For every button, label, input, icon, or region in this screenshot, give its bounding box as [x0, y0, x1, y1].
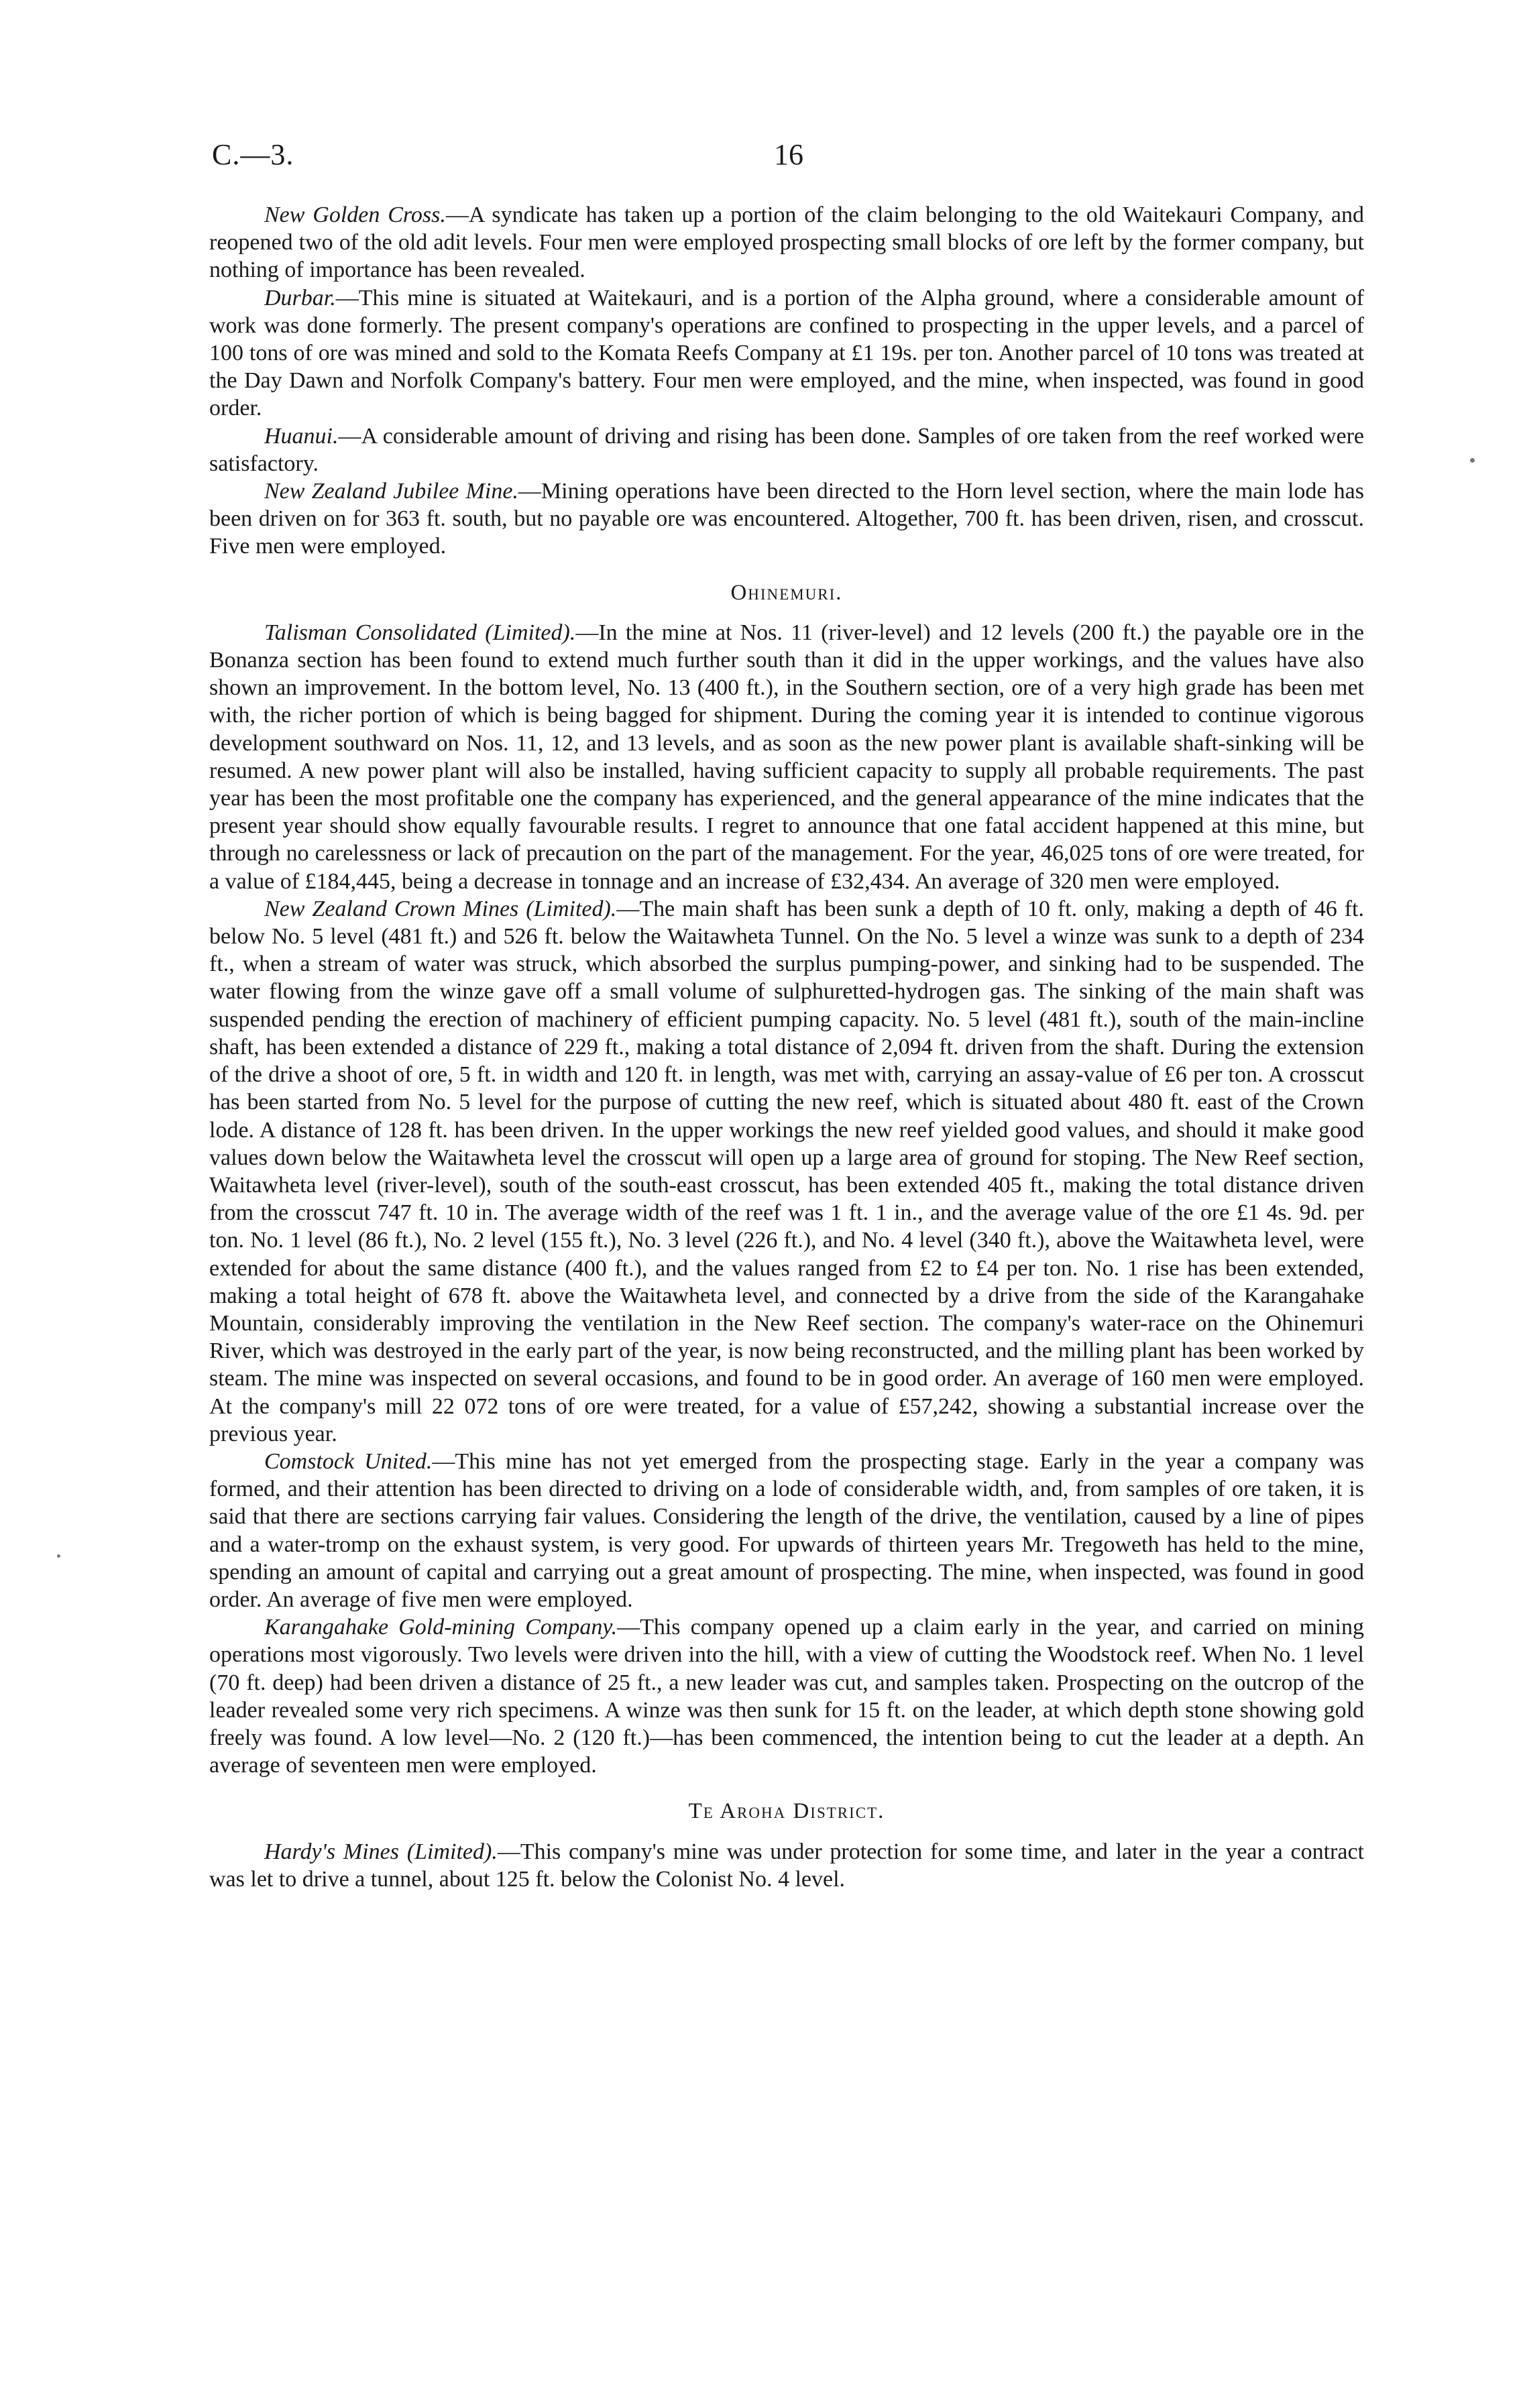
section-heading-te-aroha: Te Aroha District.: [688, 1799, 885, 1824]
paragraph-title: Hardy's Mines (Limited).: [264, 1839, 498, 1864]
paragraph-title: Durbar.: [264, 285, 336, 310]
running-header: [212, 137, 1359, 178]
paragraph-huanui: [209, 422, 1364, 477]
paragraph-crown-mines: [209, 895, 1364, 1448]
paragraph-text: —The main shaft has been sunk a depth of 10 ft. only, making a depth of 46 ft. below No. 5 level (481 ft.) and 526 ft. below the Waitawheta Tunnel. On the No. 5 level a winze was sunk to a depth of 234 ft., when a stream of water was struck, which absorbed the surplus pumping-power, and sinking had to be suspended. The water flowing from the winze gave off a small volume of sulphuretted-hydrogen gas. The sinking of the main shaft was suspended pending the erection of machinery of efficient pumping capacity. No. 5 level (481 ft.), south of the main-incline shaft, has been extended a distance of 229 ft., making a total distance of 2,094 ft. driven from the shaft. During the extension of the drive a shoot of ore, 5 ft. in width and 120 ft. in length, was met with, carrying an assay-value of £6 per ton. A crosscut has been started from No. 5 level for the purpose of cutting the new reef, which is situated about 480 ft. east of the Crown lode. A distance of 128 ft. has been driven. In the upper workings the new reef yielded good values, and should it make good values down below the Waitawheta level the crosscut will open up a large area of ground for stoping. The New Reef section, Waitawheta level (river-level), south of the south-east crosscut, has been extended 405 ft., making the total distance driven from the crosscut 747 ft. 10 in. The average width of the reef was 1 ft. 1 in., and the average value of the ore £1 4s. 9d. per ton. No. 1 level (86 ft.), No. 2 level (155 ft.), No. 3 level (226 ft.), and No. 4 level (340 ft.), above the Waitawheta level, were extended for about the same distance (400 ft.), and the values ranged from £2 to £4 per ton. No. 1 rise has been extended, making a total height of 678 ft. above the Waitawheta level, and connected by a drive from the side of the Karangahake Mountain, considerably improving the ventilation in the New Reef section. The company's water-race on the Ohinemuri River, which was destroyed in the early part of the year, is now being reconstructed, and the milling plant has been worked by steam. The mine was inspected on several occasions, and found to be in good order. An average of 160 men were employed. At the company's mill 22 072 tons of ore were treated, for a value of £57,242, showing a substantial increase over the previous year.: [209, 896, 1364, 1446]
body-text: [209, 201, 1364, 1893]
paragraph-text: —This mine is situated at Waitekauri, and is a portion of the Alpha ground, where a considerable amount of work was done formerly. The present company's operations are confined to prospecting in the upper levels, and a parcel of 100 tons of ore was mined and sold to the Komata Reefs Company at £1 19s. per ton. Another parcel of 10 tons was treated at the Day Dawn and Norfolk Company's battery. Four men were employed, and the mine, when inspected, was found in good order.: [209, 285, 1364, 421]
paragraph-hardys-mines: [209, 1838, 1364, 1893]
paragraph-text: —A considerable amount of driving and rising has been done. Samples of ore taken from the reef worked were satisfactory.: [209, 423, 1364, 476]
paragraph-text: —This mine has not yet emerged from the prospecting stage. Early in the year a company was formed, and their attention has been directed to driving on a lode of considerable width, and, from samples of ore taken, it is said that there are sections carrying fair values. Considering the length of the drive, the ventilation, caused by a line of pipes and a water-tromp on the exhaust system, is very good. For upwards of thirteen years Mr. Tregoweth has held to the mine, spending an amount of capital and carrying out a great amount of prospecting. The mine, when inspected, was found in good order. An average of five men were employed.: [209, 1448, 1364, 1612]
paragraph-durbar: [209, 284, 1364, 422]
paragraph-talisman: [209, 619, 1364, 895]
paragraph-title: Talisman Consolidated (Limited).: [264, 620, 576, 645]
paragraph-text: —Mining operations have been directed to the Horn level section, where the main lode has been driven on for 363 ft. south, but no payable ore was encountered. Altogether, 700 ft. has been driven, risen, and crosscut. Five men were employed.: [209, 479, 1365, 559]
paragraph-text: —This company opened up a claim early in the year, and carried on mining operations most vigorously. Two levels were driven into the hill, with a view of cutting the Woodstock reef. When No. 1 level (70 ft. deep) had been driven a distance of 25 ft., a new leader was cut, and samples taken. Prospecting on the outcrop of the leader revealed some very rich specimens. A winze was then sunk for 15 ft. on the leader, at which depth stone showing gold freely was found. A low level—No. 2 (120 ft.)—has been commenced, the intention being to cut the leader at a depth. An average of seventeen men were employed.: [209, 1615, 1364, 1778]
section-heading-ohinemuri: Ohinemuri.: [730, 580, 843, 605]
paragraph-text: —This company's mine was under protection for some time, and later in the year a contract was let to drive a tunnel, about 125 ft. below the Colonist No. 4 level.: [209, 1839, 1364, 1892]
scan-speck: [1470, 458, 1475, 463]
paragraph-title: New Golden Cross.: [264, 203, 446, 227]
paragraph-new-golden-cross: [209, 201, 1364, 284]
paragraph-jubilee-mine: [209, 477, 1364, 561]
paragraph-title: New Zealand Crown Mines (Limited).: [264, 896, 617, 921]
paragraph-title: Comstock United.: [264, 1448, 433, 1474]
scan-speck: [57, 1554, 60, 1558]
paragraph-text: —In the mine at Nos. 11 (river-level) and 12 levels (200 ft.) the payable ore in the Bonanza section has been found to extend much further south than it did in the upper workings, and the values have also shown an improvement. In the bottom level, No. 13 (400 ft.), in the Southern section, ore of a very high grade has been met with, the richer portion of which is being bagged for shipment. During the coming year it is intended to continue vigorous development southward on Nos. 11, 12, and 13 levels, and as soon as the new power plant is available shaft-sinking will be resumed. A new power plant will also be installed, having sufficient capacity to supply all probable requirements. The past year has been the most profitable one the company has experienced, and the general appearance of the mine indicates that the present year should show equally favourable results. I regret to announce that one fatal accident happened at this mine, but through no carelessness or lack of precaution on the part of the management. For the year, 46,025 tons of ore were treated, for a value of £184,445, being a decrease in tonnage and an increase of £32,434. An average of 320 men were employed.: [209, 620, 1364, 894]
document-reference: C.—3.: [212, 138, 294, 171]
paragraph-title: Huanui.: [264, 423, 339, 449]
paragraph-karangahake: [209, 1613, 1364, 1779]
paragraph-text: —A syndicate has taken up a portion of the claim belonging to the old Waitekauri Company, and reopened two of the old adit levels. Four men were employed prospecting small blocks of ore left by the former company, but nothing of importance has been revealed.: [209, 203, 1364, 283]
page-number: 16: [774, 138, 803, 171]
paragraph-comstock: [209, 1448, 1364, 1613]
paragraph-title: New Zealand Jubilee Mine.: [264, 479, 518, 504]
paragraph-title: Karangahake Gold-mining Company.: [264, 1615, 618, 1640]
